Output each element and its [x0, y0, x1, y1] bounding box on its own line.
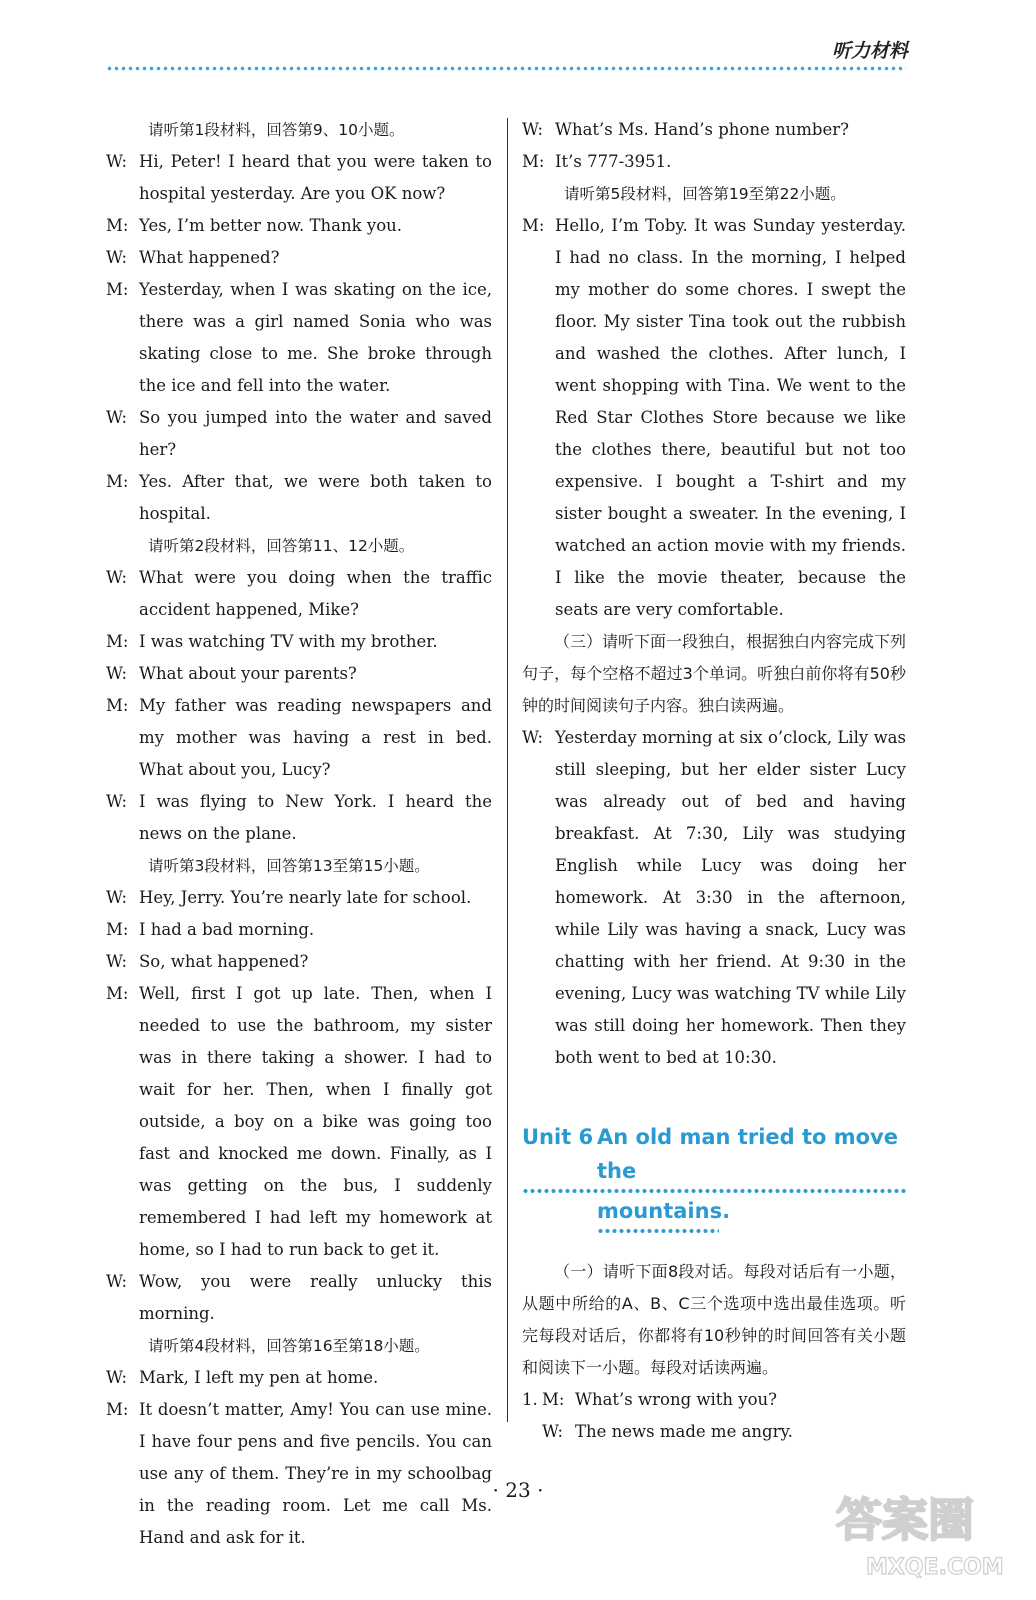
page-header-title: 听力材料: [831, 40, 908, 62]
dialogue-line: [106, 626, 492, 658]
dialogue-line: [106, 1266, 492, 1330]
unit-number: Unit 6: [522, 1125, 594, 1149]
speaker-label: W:: [522, 120, 544, 139]
dialogue-text: Yes. After that, we were both taken to hospital.: [139, 472, 492, 523]
watermark-url-text: MXQE.COM: [866, 1555, 1004, 1580]
dialogue-text: So you jumped into the water and saved her?: [139, 408, 492, 459]
speaker-label: M:: [106, 632, 129, 651]
speaker-label: W:: [106, 792, 128, 811]
dialogue-text: It doesn’t matter, Amy! You can use mine. I have four pens and five pencils. You can use any of them. They’re in my schoolbag in the reading room. Let me call Ms. Hand and ask for it.: [139, 1400, 492, 1547]
dialogue-text: What happened?: [139, 248, 280, 267]
speaker-label: W:: [106, 568, 128, 587]
dialogue-text: What were you doing when the traffic accident happened, Mike?: [139, 568, 492, 619]
section-instruction-paragraph: （三）请听下面一段独白，根据独白内容完成下列句子，每个空格不超过3个单词。听独白前你将有50秒钟的时间阅读句子内容。独白读两遍。: [522, 632, 907, 715]
section-instruction: 请听第1段材料，回答第9、10小题。: [148, 121, 405, 139]
dialogue-text: The news made me angry.: [575, 1422, 793, 1441]
speaker-label: W:: [106, 152, 128, 171]
dialogue-text: It’s 777-3951.: [555, 152, 672, 171]
dialogue-text: Hi, Peter! I heard that you were taken to hospital yesterday. Are you OK now?: [139, 152, 492, 203]
dialogue-text: So, what happened?: [139, 952, 309, 971]
dialogue-line: [106, 690, 492, 786]
dialogue-line: [106, 658, 492, 690]
dialogue-line: [522, 146, 906, 178]
column-divider: [507, 118, 508, 1422]
speaker-label: W:: [106, 888, 128, 907]
dialogue-line: [106, 1362, 492, 1394]
dialogue-line: [106, 466, 492, 530]
exercise-line: [522, 1416, 906, 1448]
unit-dotted-underline-short: [597, 1228, 719, 1234]
dialogue-line: [106, 786, 492, 850]
speaker-label: W:: [106, 952, 128, 971]
right-column: [522, 114, 906, 1448]
speaker-label: M:: [106, 472, 129, 491]
dialogue-text: Hello, I’m Toby. It was Sunday yesterday. I had no class. In the morning, I helped my mother do some chores. I swept the floor. My sister Tina took out the rubbish and washed the clothes. After lunch, I went shopping with Tina. We went to the Red Star Clothes Store because we like the clothes there, beautiful but not too expensive. I bought a T-shirt and my sister bought a sweater. In the evening, I watched an action movie with my friends. I like the movie theater, because the seats are very comfortable.: [555, 216, 906, 619]
right-column-dialogues: [522, 114, 906, 1074]
watermark-logo-text: 答案圈: [836, 1493, 974, 1547]
dialogue-text: I was watching TV with my brother.: [139, 632, 438, 651]
dialogue-text: I had a bad morning.: [139, 920, 315, 939]
dialogue-text: What about your parents?: [139, 664, 357, 683]
speaker-label: M:: [106, 696, 129, 715]
dialogue-line: [522, 114, 906, 146]
dialogue-line: [106, 242, 492, 274]
dialogue-text: What’s Ms. Hand’s phone number?: [555, 120, 849, 139]
watermark-logo-icon: [826, 1466, 1016, 1586]
unit-heading: [522, 1120, 906, 1234]
unit-section-instructions: （一）请听下面8段对话。每段对话后有一小题，从题中所给的A、B、C三个选项中选出最佳选项。听完每段对话后，你都将有10秒钟的时间回答有关小题和阅读下一小题。每段对话读两遍。: [522, 1262, 906, 1377]
speaker-label: M:: [106, 920, 129, 939]
dialogue-text: What’s wrong with you?: [575, 1390, 778, 1409]
dialogue-line: [106, 274, 492, 402]
dialogue-line: [106, 914, 492, 946]
speaker-label: W:: [106, 248, 128, 267]
dialogue-line: [522, 210, 906, 626]
dialogue-text: Yesterday morning at six o’clock, Lily was still sleeping, but her elder sister Lucy was already out of bed and having breakfast. At 7:30, Lily was studying English while Lucy was doing her homework. At 3:30 in the afternoon, while Lily was having a snack, Lucy was chatting with her friend. At 9:30 in the evening, Lucy was watching TV while Lily was still doing her homework. Then they both went to bed at 10:30.: [555, 728, 906, 1067]
unit-title-line1: An old man tried to move the: [597, 1125, 898, 1183]
speaker-label: M:: [522, 216, 545, 235]
dialogue-text: I was flying to New York. I heard the news on the plane.: [139, 792, 492, 843]
section-instruction: 请听第5段材料，回答第19至第22小题。: [564, 185, 846, 203]
dialogue-text: Well, first I got up late. Then, when I needed to use the bathroom, my sister was in there taking a shower. I had to wait for her. Then, when I finally got outside, a boy on a bike was going too fast and knocked me down. Finally, as I was getting on the bus, I suddenly remembered I had left my homework at home, so I had to run back to get it.: [139, 984, 492, 1259]
dialogue-text: Yes, I’m better now. Thank you.: [139, 216, 403, 235]
dialogue-text: Hey, Jerry. You’re nearly late for school.: [139, 888, 472, 907]
speaker-label: W:: [106, 664, 128, 683]
dialogue-line: [106, 882, 492, 914]
section-instruction: 请听第3段材料，回答第13至第15小题。: [148, 857, 430, 875]
speaker-label: M:: [522, 152, 545, 171]
dialogue-line: [522, 722, 906, 1074]
speaker-label: M:: [542, 1390, 565, 1409]
exercise-number: 1.: [522, 1390, 538, 1409]
speaker-label: M:: [106, 984, 129, 1003]
dialogue-text: Mark, I left my pen at home.: [139, 1368, 379, 1387]
speaker-label: W:: [522, 728, 544, 747]
section-instruction: 请听第4段材料，回答第16至第18小题。: [148, 1337, 430, 1355]
dialogue-line: [106, 978, 492, 1266]
dialogue-line: [106, 402, 492, 466]
dialogue-line: [106, 1394, 492, 1554]
unit-title-line2: mountains.: [597, 1199, 731, 1223]
dialogue-text: Yesterday, when I was skating on the ice, there was a girl named Sonia who was skating close to me. She broke through the ice and fell into the water.: [139, 280, 492, 395]
speaker-label: W:: [106, 1368, 128, 1387]
dialogue-line: [106, 562, 492, 626]
speaker-label: W:: [106, 408, 128, 427]
watermark-logo: [826, 1466, 1016, 1586]
dialogue-line: [106, 210, 492, 242]
speaker-label: M:: [106, 280, 129, 299]
speaker-label: M:: [106, 216, 129, 235]
section-instruction: 请听第2段材料，回答第11、12小题。: [148, 537, 415, 555]
left-column: [106, 114, 492, 1554]
speaker-label: W:: [542, 1422, 564, 1441]
dialogue-line: [106, 946, 492, 978]
exercise-line: [522, 1384, 906, 1416]
speaker-label: M:: [106, 1400, 129, 1419]
dialogue-text: Wow, you were really unlucky this morning.: [139, 1272, 492, 1323]
dialogue-text: My father was reading newspapers and my mother was having a rest in bed. What about you, Lucy?: [139, 696, 492, 779]
header-dotted-rule: [106, 66, 906, 71]
dialogue-line: [106, 146, 492, 210]
page-number: · 23 ·: [492, 1478, 544, 1502]
speaker-label: W:: [106, 1272, 128, 1291]
